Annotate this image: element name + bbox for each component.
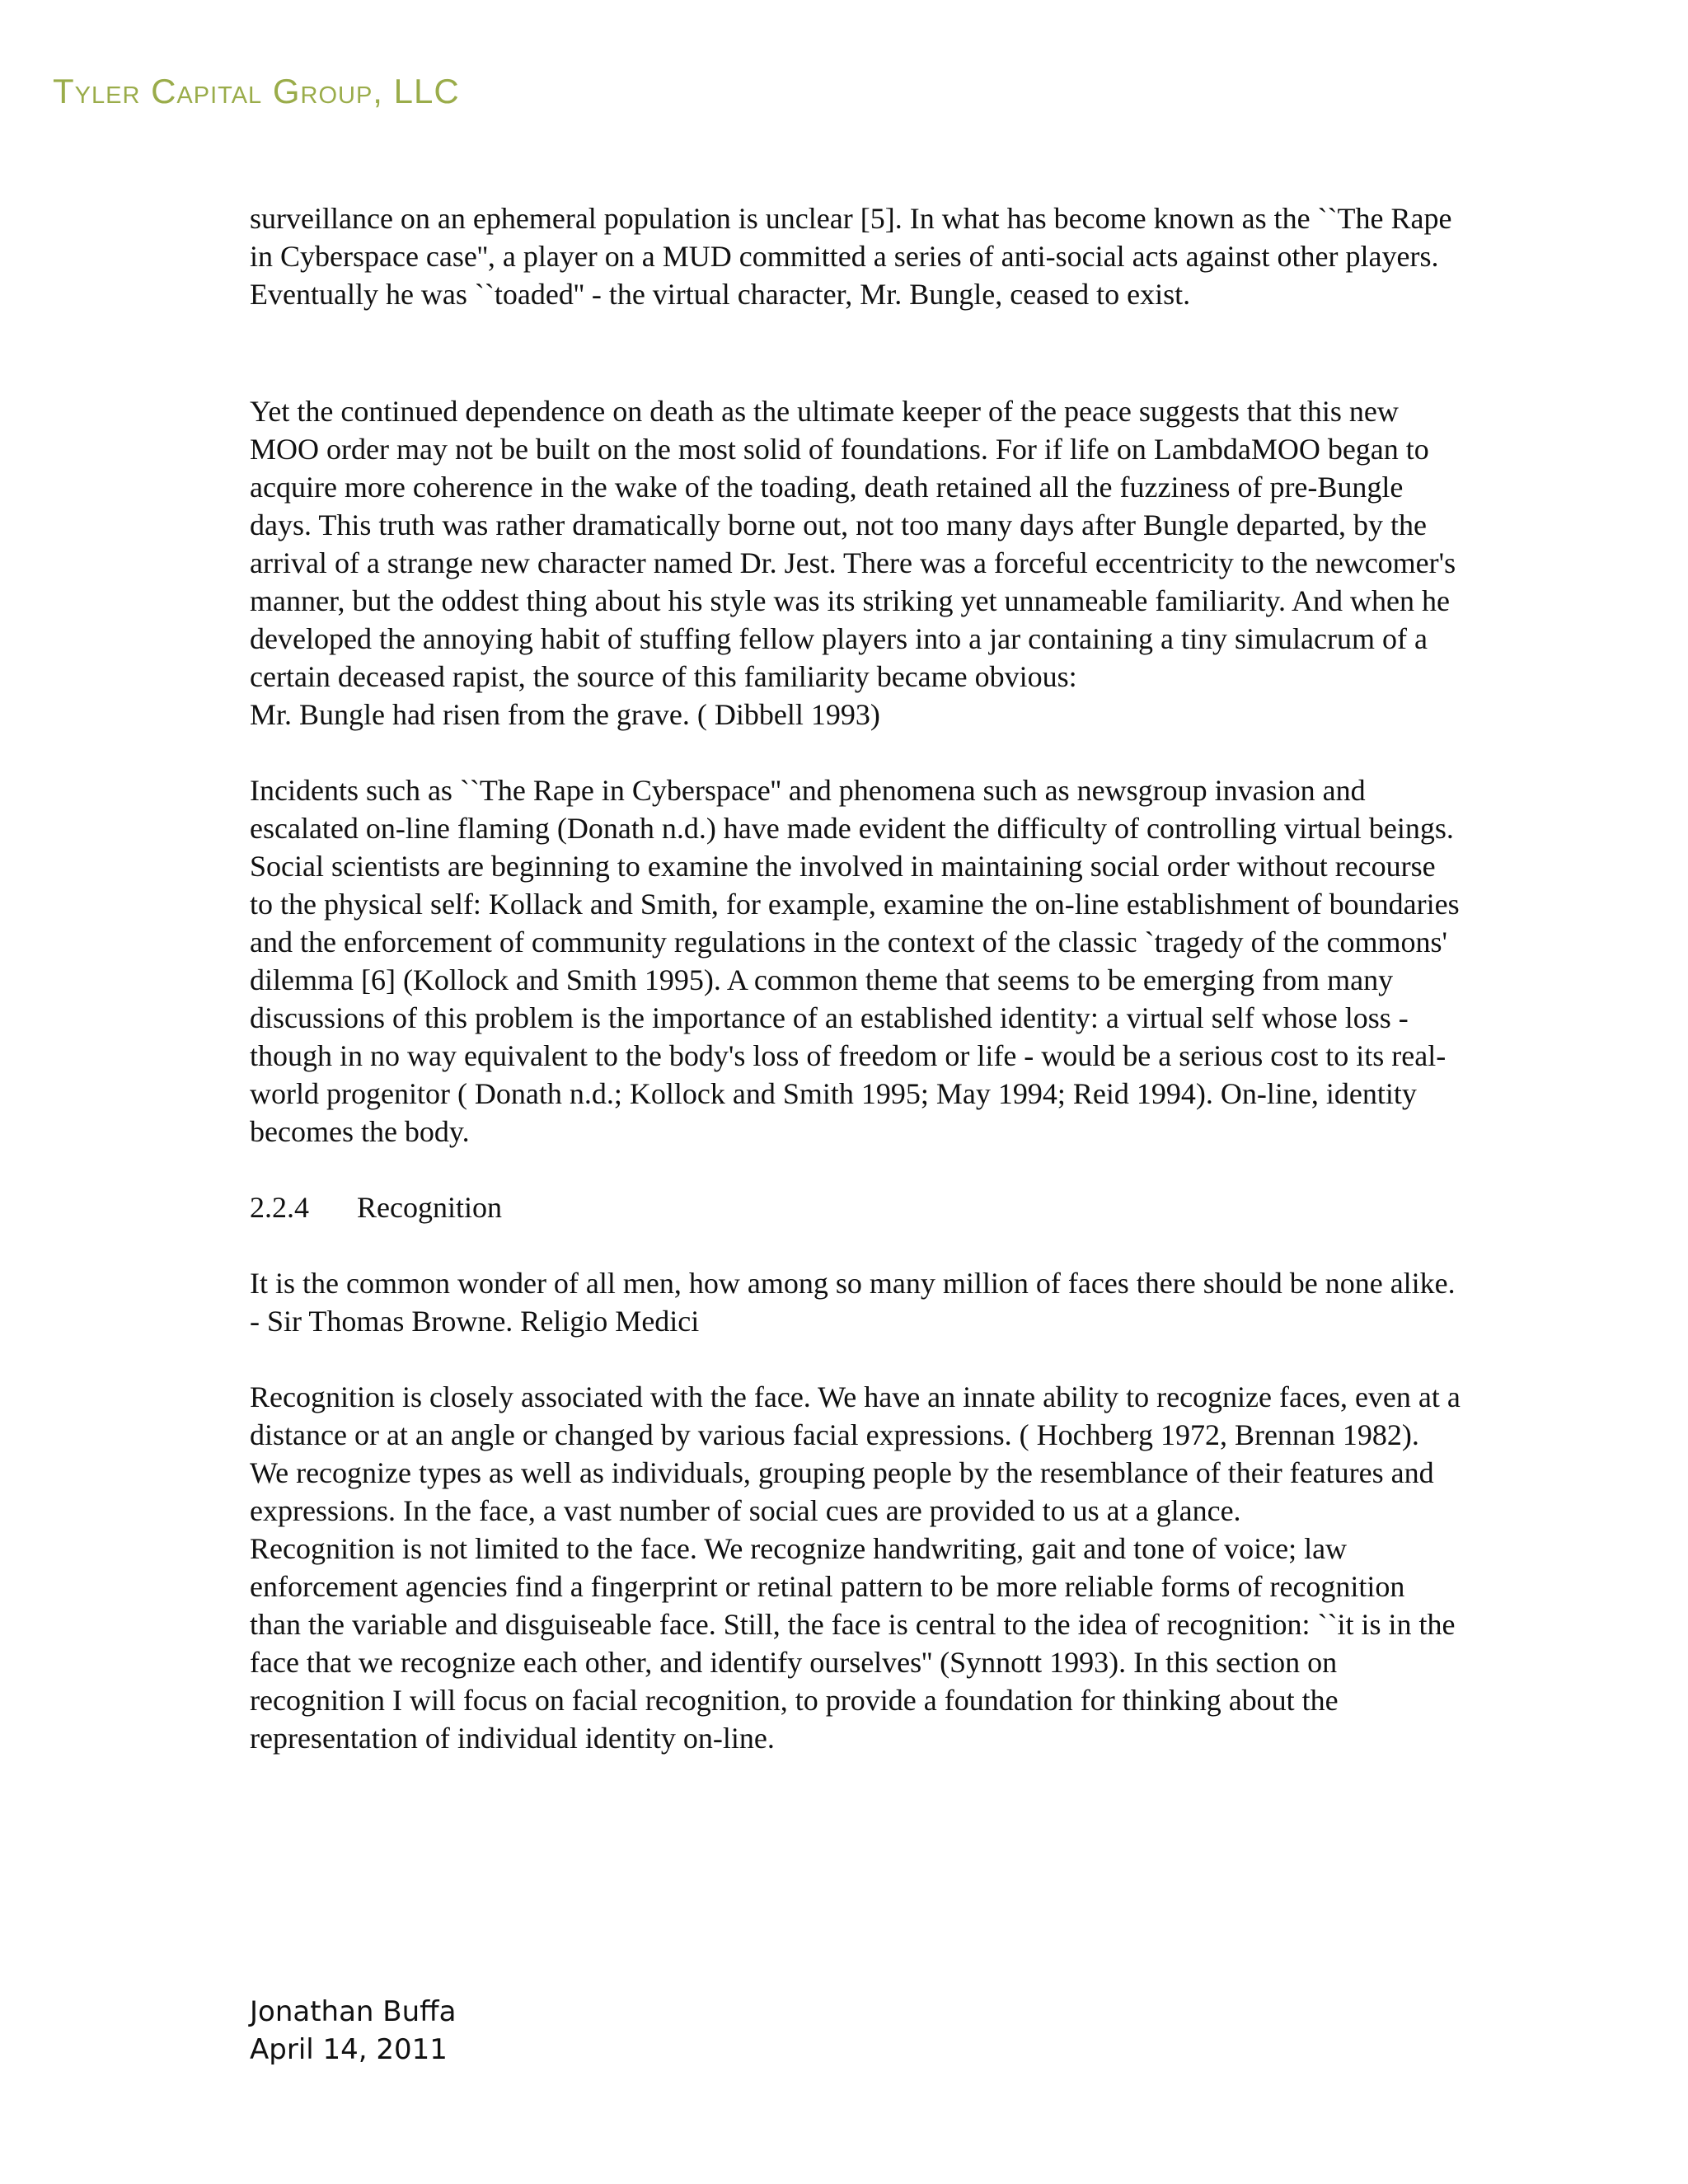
paragraph-incidents: Incidents such as ``The Rape in Cyberspace'' and phenomena such as newsgroup invasion and escalated on-line flaming (Donath n.d.) have made evident the difficulty of controlling virtual beings. Social scientists are beginning to examine the involved in maintaining social order without recourse to the physical self: Kollack and Smith, for example, examine the on-line establishment of boundaries and the enforcement of community regulations in the context of the classic `tragedy of the commons' dilemma [6] (Kollock and Smith 1995). A common theme that seems to be emerging from many discussions of this problem is the importance of an established identity: a virtual self whose loss - though in no way equivalent to the body's loss of freedom or life - would be a serious cost to its real-world progenitor ( Donath n.d.; Kollock and Smith 1995; May 1994; Reid 1994). On-line, identity becomes the body. [250,774,1460,1148]
paragraph-recognition-limits: Recognition is not limited to the face. We recognize handwriting, gait and tone of voice; law enforcement agencies find a fingerprint or retinal pattern to be more reliable forms of recognition than the variable and disguiseable face. Still, the face is central to the idea of recognition: ``it is in the face that we recognize each other, and identify ourselves'' (Synnott 1993). In this section on recognition I will focus on facial recognition, to provide a foundation for thinking about the representation of individual identity on-line. [250,1532,1456,1755]
section-title: Recognition [357,1191,502,1224]
signature-block [250,1993,456,2069]
document-body [250,199,1461,1757]
company-header: Tyler Capital Group, LLC [53,72,460,110]
author-name: Jonathan Buffa [250,1995,457,2028]
epigraph-quote: It is the common wonder of all men, how among so many million of faces there should be none alike. [250,1267,1456,1300]
paragraph-dibbell-quote: Yet the continued dependence on death as the ultimate keeper of the peace suggests that this new MOO order may not be built on the most solid of foundations. For if life on LambdaMOO began to acquire more coherence in the wake of the toading, death retained all the fuzziness of pre-Bungle days. This truth was rather dramatically borne out, not too many days after Bungle departed, by the arrival of a strange new character named Dr. Jest. There was a forceful eccentricity to the newcomer's manner, but the oddest thing about his style was its striking yet unnameable familiarity. And when he developed the annoying habit of stuffing fellow players into a jar containing a tiny simulacrum of a certain deceased rapist, the source of this familiarity became obvious: [250,395,1456,693]
epigraph-attribution: - Sir Thomas Browne. Religio Medici [250,1305,700,1338]
section-number: 2.2.4 [250,1191,309,1224]
paragraph-dibbell-citation: Mr. Bungle had risen from the grave. ( Dibbell 1993) [250,698,880,731]
paragraph-recognition-face: Recognition is closely associated with the face. We have an innate ability to recognize faces, even at a distance or at an angle or changed by various facial expressions. ( Hochberg 1972, Brennan 1982). We recognize types as well as individuals, grouping people by the resemblance of their features and expressions. In the face, a vast number of social cues are provided to us at a glance. [250,1380,1461,1527]
section-heading [250,1188,1461,1226]
signature-date: April 14, 2011 [250,2033,448,2066]
paragraph-intro: surveillance on an ephemeral population is unclear [5]. In what has become known as the ``The Rape in Cyberspace case'', a player on a MUD committed a series of anti-social acts against other players. Eventually he was ``toaded'' - the virtual character, Mr. Bungle, ceased to exist. [250,202,1452,311]
